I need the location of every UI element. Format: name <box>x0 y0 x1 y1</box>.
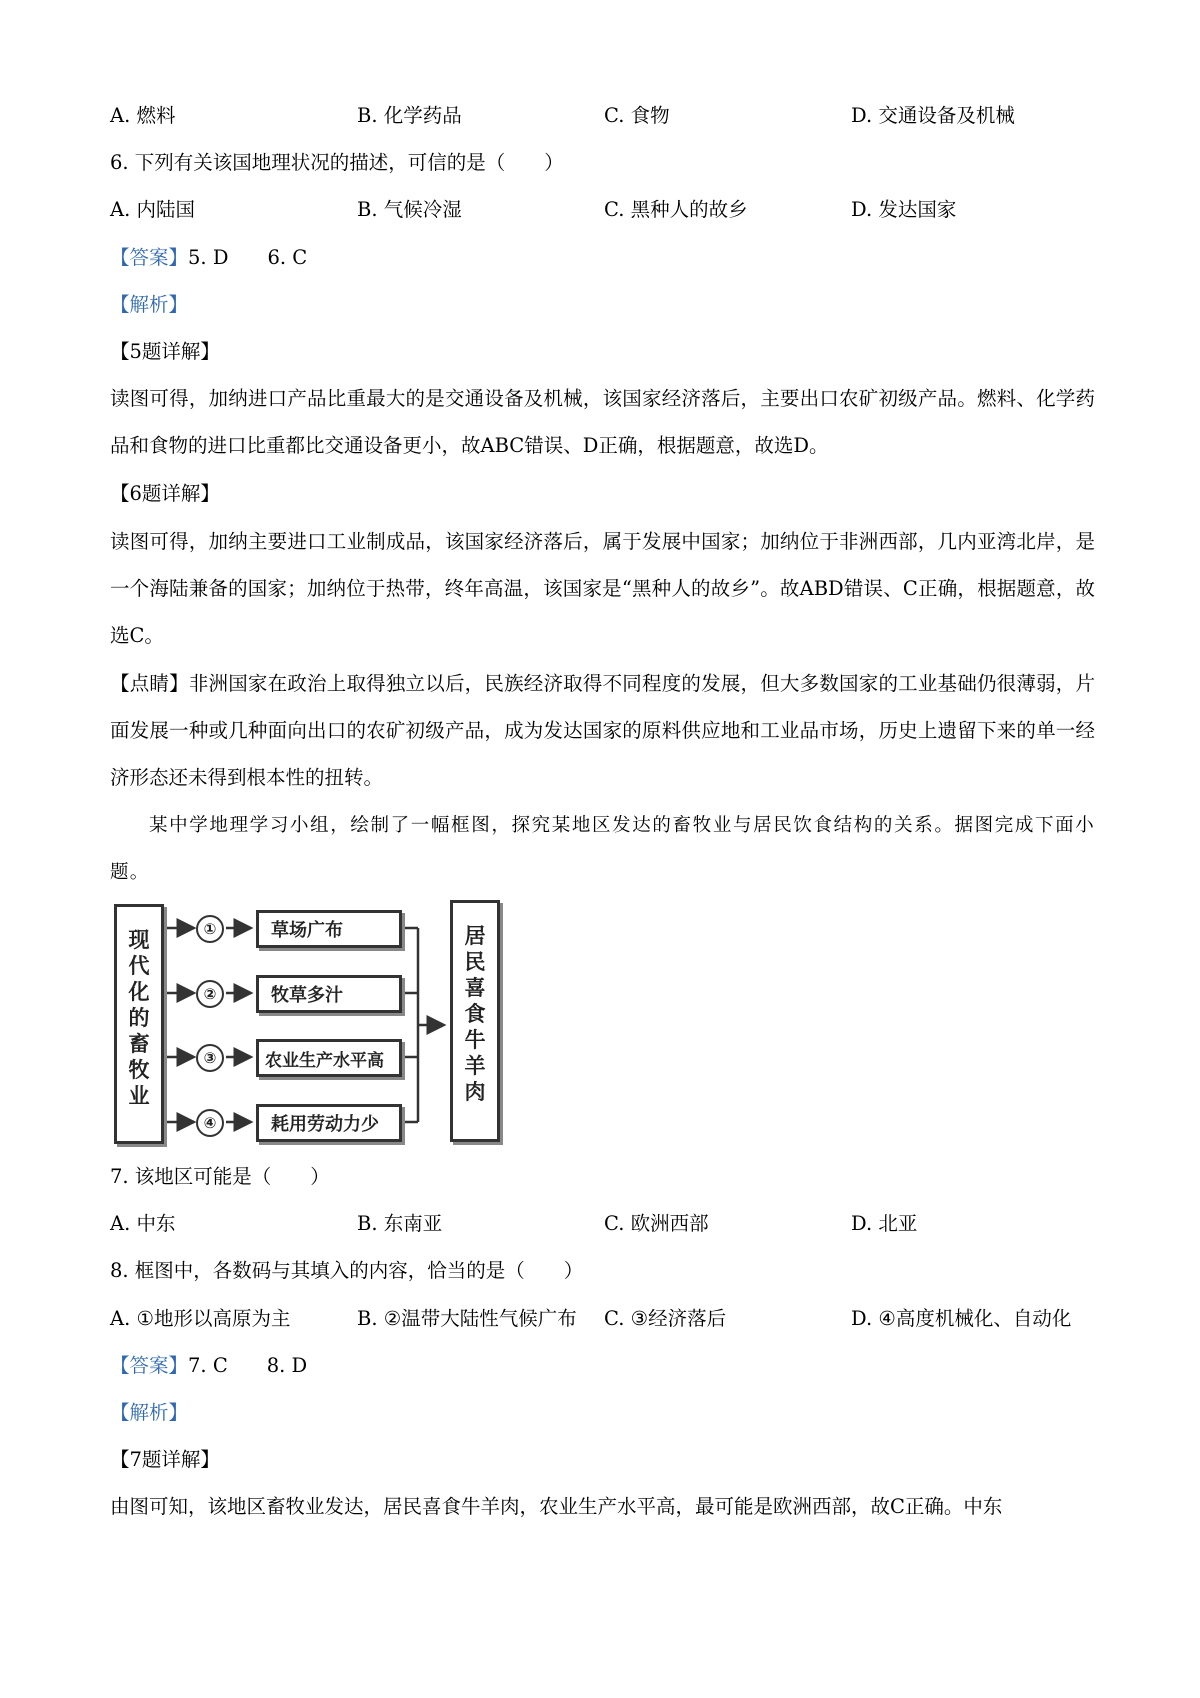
answer-line-2 <box>110 1352 307 1380</box>
answer-tag-2: 【答案】 <box>110 1354 189 1377</box>
q7-option-c: C. 欧洲西部 <box>604 1212 709 1235</box>
box-labor <box>256 1104 402 1142</box>
q8-option-a: A. ①地形以高原为主 <box>110 1307 291 1330</box>
modern-livestock-box <box>114 904 164 1144</box>
residents-label: 居民喜食牛羊肉 <box>464 924 486 1104</box>
flow-diagram <box>110 900 525 1145</box>
answer-text: 5. D 6. C <box>188 246 308 269</box>
q7-stem: 7. 该地区可能是（ ） <box>110 1165 330 1188</box>
box-grassland <box>256 910 402 948</box>
box-grassland-label: 草场广布 <box>271 920 343 941</box>
number-4: ④ <box>196 1109 224 1137</box>
modern-livestock-label: 现代化的畜牧业 <box>128 928 150 1108</box>
residents-box <box>450 900 500 1142</box>
q6-option-d: D. 发达国家 <box>851 198 957 221</box>
q5-option-a: A. 燃料 <box>110 104 176 127</box>
number-1: ① <box>196 915 224 943</box>
q8-stem: 8. 框图中，各数码与其填入的内容，恰当的是（ ） <box>110 1259 584 1282</box>
q7-detail-title: 【7题详解】 <box>110 1448 220 1471</box>
q5-detail-text: 读图可得，加纳进口产品比重最大的是交通设备及机械，该国家经济落后，主要出口农矿初级产品。燃料、化学药品和食物的进口比重都比交通设备更小，故ABC错误、D正确，根据题意，故选D。 <box>110 387 1095 457</box>
box-agriculture-label: 农业生产水平高 <box>265 1050 384 1071</box>
q6-option-a: A. 内陆国 <box>110 198 195 221</box>
q7-option-b: B. 东南亚 <box>357 1212 443 1235</box>
q7-detail-text: 由图可知，该地区畜牧业发达，居民喜食牛羊肉，农业生产水平高，最可能是欧洲西部，故C正确。中东 <box>110 1495 1003 1518</box>
q6-option-b: B. 气候冷湿 <box>357 198 462 221</box>
q6-detail-text: 读图可得，加纳主要进口工业制成品，该国家经济落后，属于发展中国家；加纳位于非洲西部，几内亚湾北岸，是一个海陆兼备的国家；加纳位于热带，终年高温，该国家是“黑种人的故乡”。故ABD错误、C正确，根据题意，故选C。 <box>110 530 1095 647</box>
answer-tag: 【答案】 <box>110 246 189 269</box>
answer-text-2: 7. C 8. D <box>188 1354 308 1377</box>
q8-option-c: C. ③经济落后 <box>604 1307 727 1330</box>
q8-option-d: D. ④高度机械化、自动化 <box>851 1307 1072 1330</box>
q8-option-b: B. ②温带大陆性气候广布 <box>357 1307 577 1330</box>
box-forage-label: 牧草多汁 <box>271 985 343 1006</box>
comment-text: 【点睛】非洲国家在政治上取得独立以后，民族经济取得不同程度的发展，但大多数国家的工业基础仍很薄弱，片面发展一种或几种面向出口的农矿初级产品，成为发达国家的原料供应地和工业品市场，历史上遗留下来的单一经济形态还未得到根本性的扭转。 <box>110 672 1095 789</box>
box-labor-label: 耗用劳动力少 <box>271 1114 379 1135</box>
intro-text: 某中学地理学习小组，绘制了一幅框图，探究某地区发达的畜牧业与居民饮食结构的关系。据图完成下面小题。 <box>110 815 1095 883</box>
q5-option-d: D. 交通设备及机械 <box>851 104 1015 127</box>
analysis-tag-2: 【解析】 <box>110 1401 189 1424</box>
q5-option-b: B. 化学药品 <box>357 104 462 127</box>
q6-stem: 6. 下列有关该国地理状况的描述，可信的是（ ） <box>110 151 564 174</box>
answer-line-1 <box>110 244 307 272</box>
box-forage <box>256 975 402 1013</box>
q5-detail-title: 【5题详解】 <box>110 340 220 363</box>
q7-option-d: D. 北亚 <box>851 1212 918 1235</box>
q6-detail-title: 【6题详解】 <box>110 482 220 505</box>
number-3: ③ <box>196 1044 224 1072</box>
analysis-tag-1: 【解析】 <box>110 293 189 316</box>
q7-option-a: A. 中东 <box>110 1212 176 1235</box>
box-agriculture <box>256 1039 402 1077</box>
q6-option-c: C. 黑种人的故乡 <box>604 198 748 221</box>
number-2: ② <box>196 980 224 1008</box>
q5-option-c: C. 食物 <box>604 104 670 127</box>
